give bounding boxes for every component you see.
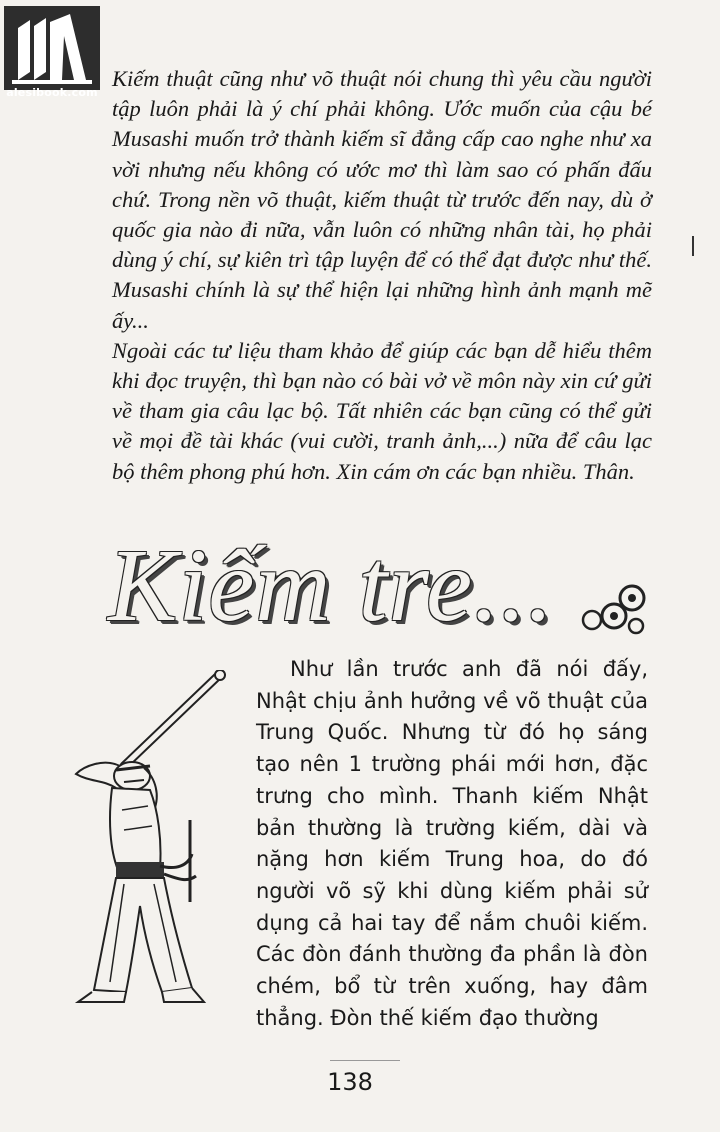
intro-paragraph-2: Ngoài các tư liệu tham khảo để giúp các bạn dễ hiểu thêm khi đọc truyện, thì bạn nào có bài vở về môn này xin cứ gửi về tham gia câu lạc bộ. Tất nhiên các bạn cũng có thể gửi về mọi đề tài khác (vui cười, tranh ảnh,...) nữa để câu lạc bộ thêm phong phú hơn. Xin cám ơn các bạn nhiều. Thân. [112, 337, 652, 484]
body-paragraph: Như lần trước anh đã nói đấy, Nhật chịu ảnh hưởng về võ thuật của Trung Quốc. Nhưng từ đó họ sáng tạo nên 1 trường phái mới hơn, đặc trưng cho mình. Thanh kiếm Nhật bản thường là trường kiếm, dài và nặng hơn kiếm Trung hoa, do đó người võ sỹ khi dùng kiếm phải sử dụng cả hai tay để nắm chuôi kiếm. Các đòn đánh thường đa phần là đòn chém, bổ từ trên xuống, hay đâm thẳng. Đòn thế kiếm đạo thường [256, 657, 648, 1030]
margin-mark [692, 236, 694, 256]
decorative-bubbles-icon [578, 582, 648, 642]
intro-paragraph-1: Kiếm thuật cũng như võ thuật nói chung thì yêu cầu người tập luôn phải là ý chí phải không. Ước muốn của cậu bé Musashi muốn trở thành kiếm sĩ đẳng cấp cao nghe như xa vời nhưng nếu không có ước mơ thì làm sao có phấn đấu chứ. Trong nền võ thuật, kiếm thuật từ trước đến nay, dù ở quốc gia nào đi nữa, vẫn luôn có những nhân tài, họ phải dùng ý chí, sự kiên trì tập luyện để có thể đạt được như thế. Musashi chính là sự thể hiện lại những hình ảnh mạnh mẽ ấy... [112, 66, 652, 333]
section-title [108, 522, 628, 652]
swordsman-illustration [64, 670, 254, 1010]
page-number: 138 [327, 1068, 373, 1096]
site-logo[interactable] [4, 6, 100, 98]
book-logo-icon [4, 6, 100, 90]
body-text [256, 654, 648, 1034]
logo-text: alesibook.com [6, 86, 98, 99]
intro-text [112, 64, 652, 487]
footer-rule [330, 1060, 400, 1061]
title-text: Kiếm tre... [108, 528, 555, 643]
